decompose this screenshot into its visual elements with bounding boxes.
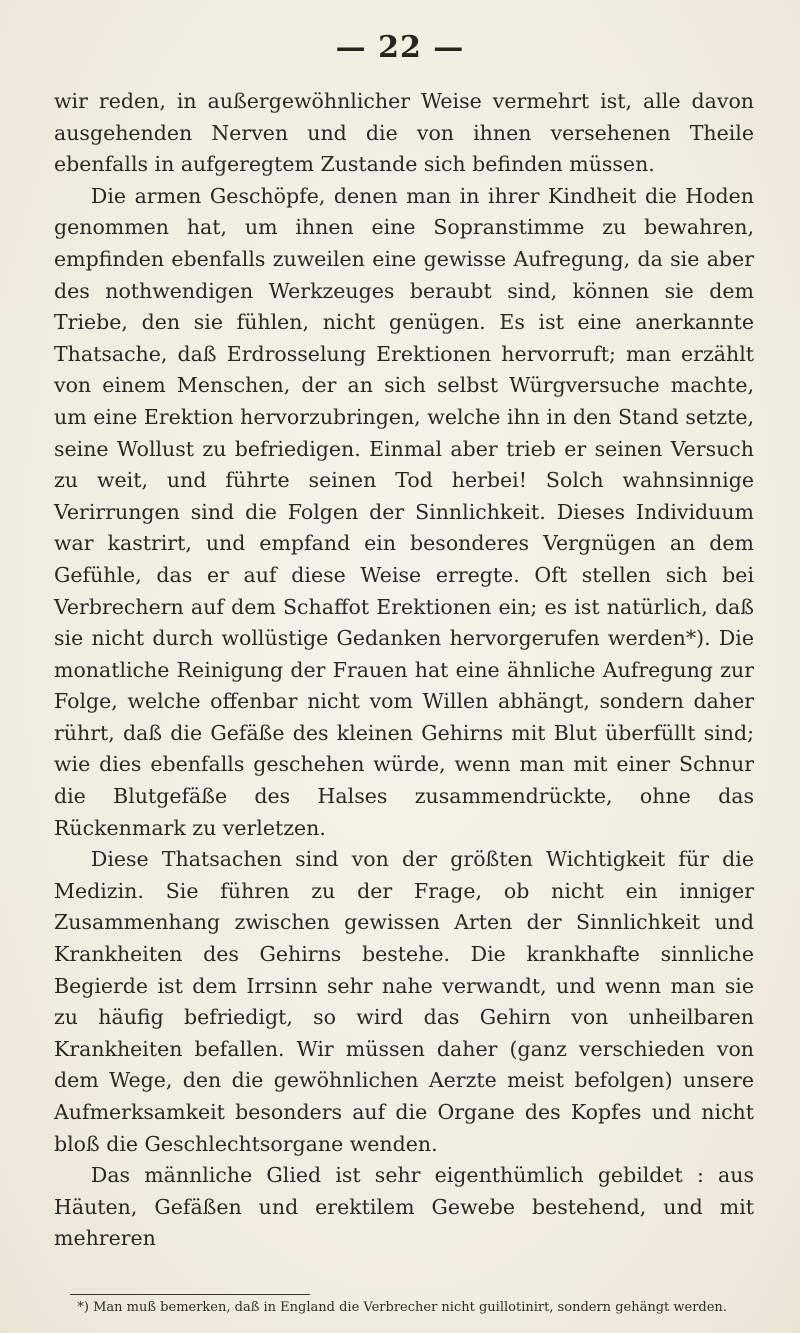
page-number: — 22 — bbox=[335, 30, 465, 65]
footnote: *) Man muß bemerken, daß in England die Verbrecher nicht guillotinirt, sondern gehängt werden. bbox=[77, 1300, 727, 1315]
paragraph: wir reden, in außergewöhnlicher Weise vermehrt ist, alle davon ausgehenden Nerven und die von ihnen versehenen Theile ebenfalls in aufgeregtem Zustande sich befinden müssen. bbox=[54, 89, 754, 177]
paragraph: Das männliche Glied ist sehr eigenthümlich gebildet : aus Häuten, Gefäßen und erektilem Gewebe bestehend, und mit mehreren bbox=[54, 1163, 754, 1251]
body-text bbox=[54, 86, 754, 1255]
paragraph: Diese Thatsachen sind von der größten Wichtigkeit für die Medizin. Sie führen zu der Frage, ob nicht ein inniger Zusammenhang zwischen gewissen Arten der Sinnlichkeit und Krankheiten des Gehirns bestehe. Die krankhafte sinnliche Begierde ist dem Irrsinn sehr nahe verwandt, und wenn man sie zu häufig befriedigt, so wird das Gehirn von unheilbaren Krankheiten befallen. Wir müssen daher (ganz verschieden von dem Wege, den die gewöhnlichen Aerzte meist befolgen) unsere Aufmerksamkeit besonders auf die Organe des Kopfes und nicht bloß die Geschlechtsorgane wenden. bbox=[54, 847, 754, 1156]
footnote-divider bbox=[70, 1294, 310, 1295]
paragraph: Die armen Geschöpfe, denen man in ihrer Kindheit die Hoden genommen hat, um ihnen eine Sopranstimme zu bewahren, empfinden ebenfalls zuweilen eine gewisse Aufregung, da sie aber des nothwendigen Werkzeuges beraubt sind, können sie dem Triebe, den sie fühlen, nicht genügen. Es ist eine anerkannte Thatsache, daß Erdrosselung Erektionen hervorruft; man erzählt von einem Menschen, der an sich selbst Würgversuche machte, um eine Erektion hervorzubringen, welche ihn in den Stand setzte, seine Wollust zu befriedigen. Einmal aber trieb er seinen Versuch zu weit, und führte seinen Tod herbei! Solch wahnsinnige Verirrungen sind die Folgen der Sinnlichkeit. Dieses Individuum war kastrirt, und empfand ein besonderes Vergnügen an dem Gefühle, das er auf diese Weise erregte. Oft stellen sich bei Verbrechern auf dem Schaffot Erektionen ein; es ist natürlich, daß sie nicht durch wollüstige Gedanken hervorgerufen werden*). Die monatliche Reinigung der Frauen hat eine ähnliche Aufregung zur Folge, welche offenbar nicht vom Willen abhängt, sondern daher rührt, daß die Gefäße des kleinen Gehirns mit Blut überfüllt sind; wie dies ebenfalls geschehen würde, wenn man mit einer Schnur die Blutgefäße des Halses zusammendrückte, ohne das Rückenmark zu verletzen. bbox=[54, 183, 754, 840]
